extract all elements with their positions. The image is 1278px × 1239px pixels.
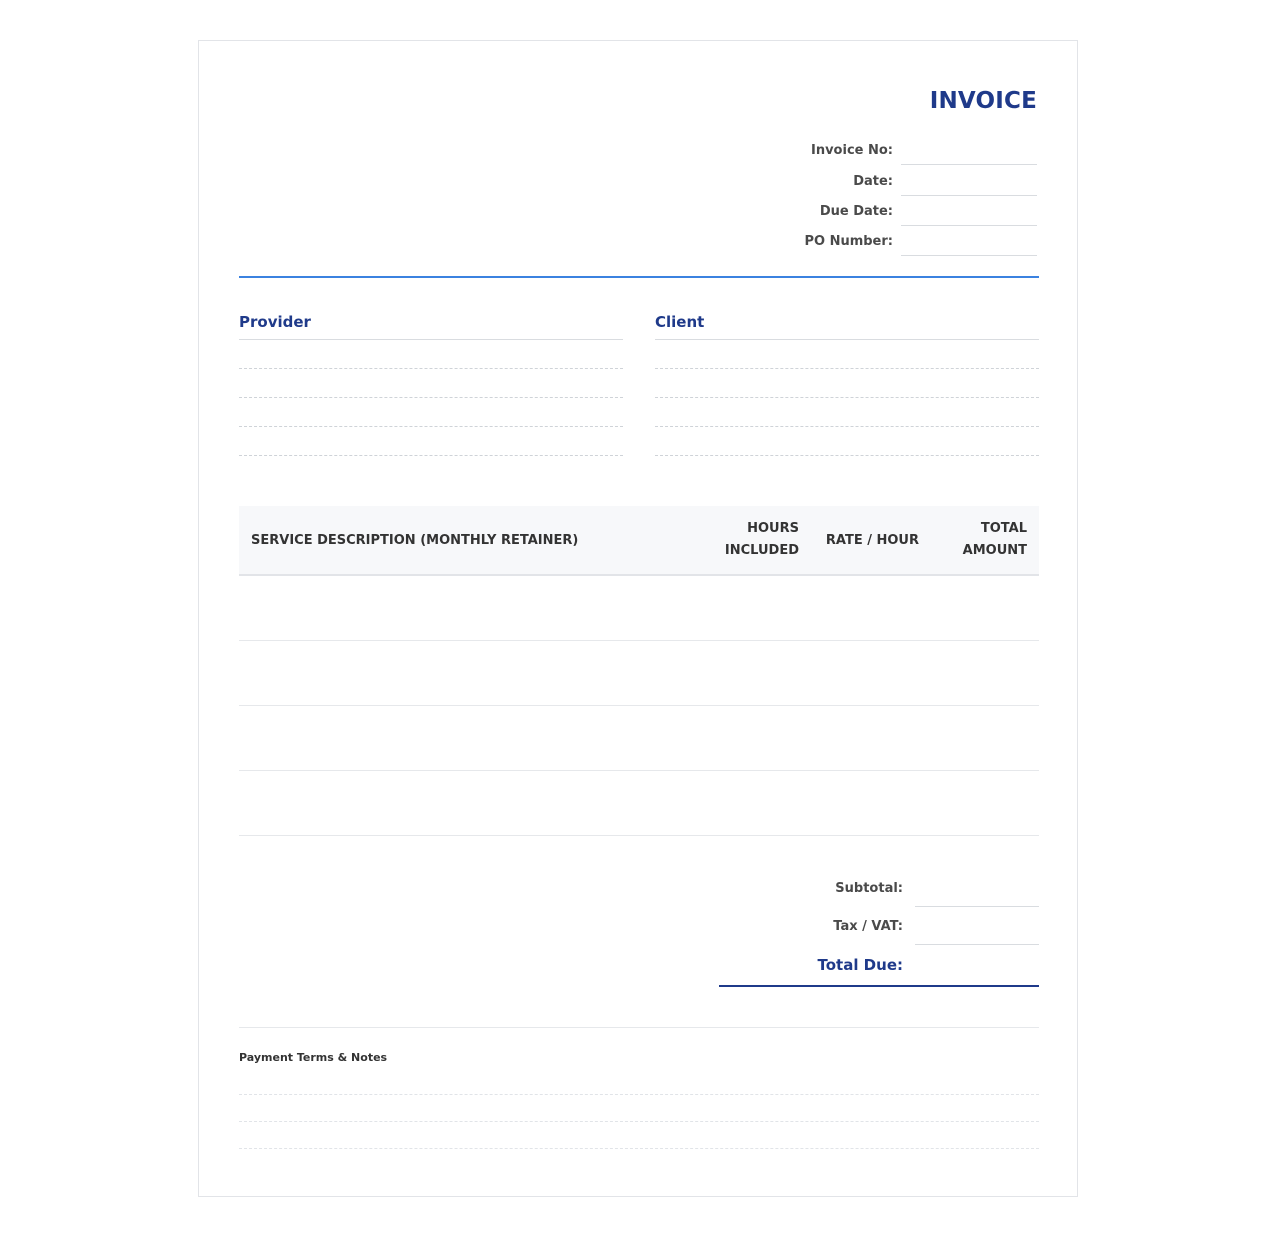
subtotal-label: Subtotal:	[835, 880, 903, 896]
client-line[interactable]	[655, 427, 1039, 456]
invoice-page	[198, 40, 1078, 1197]
date-row	[777, 166, 1037, 196]
header-description: SERVICE DESCRIPTION (MONTHLY RETAINER)	[251, 532, 579, 548]
date-label: Date:	[853, 173, 893, 189]
client-line[interactable]	[655, 369, 1039, 398]
header-total-line1: TOTAL	[980, 521, 1027, 536]
header-total	[919, 518, 1039, 562]
header-hours-line2: INCLUDED	[724, 543, 799, 558]
provider-line[interactable]	[239, 398, 623, 427]
po-number-field[interactable]	[901, 226, 1037, 256]
header-hours	[685, 518, 799, 562]
table-header	[239, 506, 1039, 576]
po-number-row	[777, 226, 1037, 256]
subtotal-row	[719, 869, 1039, 907]
tax-label: Tax / VAT:	[833, 918, 903, 934]
subtotal-field[interactable]	[915, 869, 1039, 907]
provider-line[interactable]	[239, 369, 623, 398]
invoice-title: INVOICE	[929, 88, 1037, 114]
invoice-number-label: Invoice No:	[810, 142, 893, 158]
services-table	[239, 506, 1039, 836]
invoice-number-field[interactable]	[901, 135, 1037, 165]
total-due-label: Total Due:	[817, 956, 903, 974]
due-date-row	[777, 196, 1037, 226]
provider-line[interactable]	[239, 427, 623, 456]
header-hours-line1: HOURS	[747, 521, 799, 536]
tax-row	[719, 907, 1039, 945]
due-date-label: Due Date:	[819, 203, 893, 219]
table-row[interactable]	[239, 706, 1039, 771]
provider-section	[239, 313, 623, 456]
table-row[interactable]	[239, 771, 1039, 836]
table-row[interactable]	[239, 641, 1039, 706]
notes-line[interactable]	[239, 1068, 1039, 1095]
notes-heading: Payment Terms & Notes	[239, 1051, 388, 1064]
provider-line[interactable]	[239, 340, 623, 369]
header-total-line2: AMOUNT	[962, 543, 1027, 558]
provider-heading: Provider	[239, 313, 623, 340]
client-line[interactable]	[655, 398, 1039, 427]
due-date-field[interactable]	[901, 196, 1037, 226]
date-field[interactable]	[901, 166, 1037, 196]
tax-field[interactable]	[915, 907, 1039, 945]
table-row[interactable]	[239, 576, 1039, 641]
notes-line[interactable]	[239, 1095, 1039, 1122]
po-number-label: PO Number:	[804, 233, 893, 249]
client-line[interactable]	[655, 340, 1039, 369]
invoice-number-row	[777, 135, 1037, 165]
notes-line[interactable]	[239, 1122, 1039, 1149]
client-heading: Client	[655, 313, 1039, 340]
totals-section	[719, 869, 1039, 987]
total-due-row	[719, 945, 1039, 987]
client-section	[655, 313, 1039, 456]
notes-section	[239, 1027, 1039, 1149]
header-rate: RATE / HOUR	[825, 532, 919, 548]
header-divider	[239, 276, 1039, 278]
